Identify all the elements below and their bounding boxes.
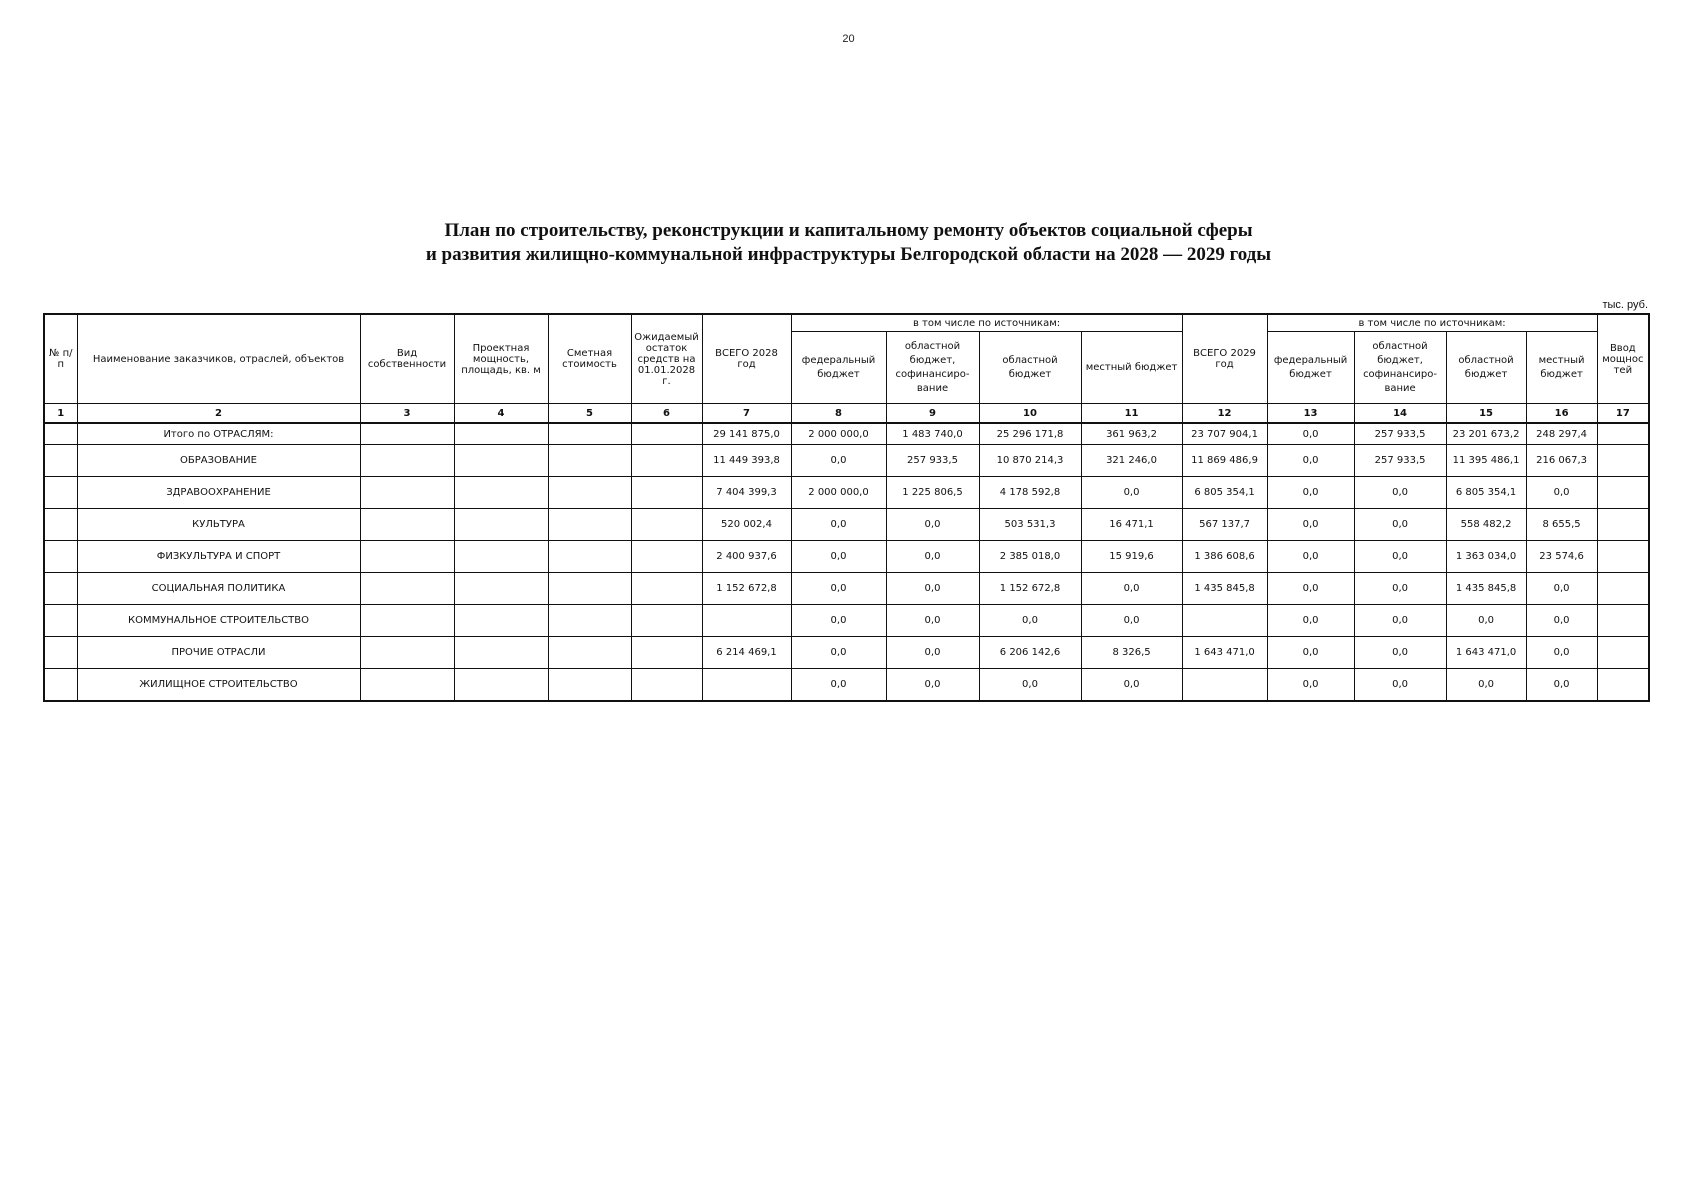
page-number: 20 bbox=[842, 33, 855, 45]
header-federal-2028: федеральный бюджет bbox=[791, 332, 886, 404]
commissioning-cell bbox=[1597, 423, 1649, 445]
header-regional-2028: областной бюджет bbox=[979, 332, 1081, 404]
local-2028-cell: 15 919,6 bbox=[1081, 541, 1182, 573]
local-2028-cell: 321 246,0 bbox=[1081, 445, 1182, 477]
column-number: 12 bbox=[1182, 404, 1267, 424]
balance-cell bbox=[631, 445, 702, 477]
capacity-cell bbox=[454, 573, 548, 605]
table-row bbox=[44, 423, 1649, 445]
column-number: 13 bbox=[1267, 404, 1354, 424]
local-2029-cell: 0,0 bbox=[1526, 669, 1597, 702]
balance-cell bbox=[631, 637, 702, 669]
ownership-cell bbox=[360, 605, 454, 637]
federal-2029-cell: 0,0 bbox=[1267, 573, 1354, 605]
cofin-2029-cell: 0,0 bbox=[1354, 637, 1446, 669]
federal-2029-cell: 0,0 bbox=[1267, 541, 1354, 573]
federal-2028-cell: 0,0 bbox=[791, 509, 886, 541]
regional-2028-cell: 25 296 171,8 bbox=[979, 423, 1081, 445]
table-row bbox=[44, 445, 1649, 477]
cofin-2028-cell: 1 483 740,0 bbox=[886, 423, 979, 445]
row-name-cell: СОЦИАЛЬНАЯ ПОЛИТИКА bbox=[77, 573, 360, 605]
cofin-2028-cell: 0,0 bbox=[886, 509, 979, 541]
local-2028-cell: 0,0 bbox=[1081, 605, 1182, 637]
estimate-cell bbox=[548, 477, 631, 509]
federal-2028-cell: 0,0 bbox=[791, 541, 886, 573]
local-2029-cell: 0,0 bbox=[1526, 573, 1597, 605]
header-cofin-2028: областной бюджет, софинансиро-вание bbox=[886, 332, 979, 404]
title-line-1: План по строительству, реконструкции и капитальному ремонту объектов социальной сферы bbox=[444, 220, 1253, 241]
cofin-2029-cell: 257 933,5 bbox=[1354, 423, 1446, 445]
regional-2029-cell: 23 201 673,2 bbox=[1446, 423, 1526, 445]
federal-2029-cell: 0,0 bbox=[1267, 637, 1354, 669]
commissioning-cell bbox=[1597, 605, 1649, 637]
local-2028-cell: 0,0 bbox=[1081, 573, 1182, 605]
federal-2028-cell: 0,0 bbox=[791, 669, 886, 702]
row-number-cell bbox=[44, 477, 77, 509]
row-name-cell: ПРОЧИЕ ОТРАСЛИ bbox=[77, 637, 360, 669]
federal-2029-cell: 0,0 bbox=[1267, 509, 1354, 541]
estimate-cell bbox=[548, 445, 631, 477]
header-sources-2029: в том числе по источникам: bbox=[1267, 314, 1597, 332]
header-local-2028: местный бюджет bbox=[1081, 332, 1182, 404]
total-2029-cell: 6 805 354,1 bbox=[1182, 477, 1267, 509]
header-balance: Ожидаемый остаток средств на 01.01.2028 г. bbox=[631, 314, 702, 404]
estimate-cell bbox=[548, 509, 631, 541]
total-2029-cell: 567 137,7 bbox=[1182, 509, 1267, 541]
regional-2028-cell: 4 178 592,8 bbox=[979, 477, 1081, 509]
header-total-2029: ВСЕГО 2029 год bbox=[1182, 314, 1267, 404]
balance-cell bbox=[631, 541, 702, 573]
cofin-2029-cell: 0,0 bbox=[1354, 573, 1446, 605]
row-name-cell: ФИЗКУЛЬТУРА И СПОРТ bbox=[77, 541, 360, 573]
estimate-cell bbox=[548, 637, 631, 669]
federal-2029-cell: 0,0 bbox=[1267, 477, 1354, 509]
column-number: 1 bbox=[44, 404, 77, 424]
table-row bbox=[44, 605, 1649, 637]
table-row bbox=[44, 477, 1649, 509]
regional-2029-cell: 6 805 354,1 bbox=[1446, 477, 1526, 509]
row-name-cell: Итого по ОТРАСЛЯМ: bbox=[77, 423, 360, 445]
regional-2028-cell: 6 206 142,6 bbox=[979, 637, 1081, 669]
federal-2028-cell: 2 000 000,0 bbox=[791, 477, 886, 509]
table-row bbox=[44, 509, 1649, 541]
regional-2028-cell: 10 870 214,3 bbox=[979, 445, 1081, 477]
column-number: 9 bbox=[886, 404, 979, 424]
row-name-cell: ЖИЛИЩНОЕ СТРОИТЕЛЬСТВО bbox=[77, 669, 360, 702]
cofin-2029-cell: 0,0 bbox=[1354, 541, 1446, 573]
header-capacity: Проектная мощность, площадь, кв. м bbox=[454, 314, 548, 404]
cofin-2028-cell: 0,0 bbox=[886, 669, 979, 702]
total-2028-cell: 2 400 937,6 bbox=[702, 541, 791, 573]
total-2028-cell: 11 449 393,8 bbox=[702, 445, 791, 477]
column-number: 15 bbox=[1446, 404, 1526, 424]
local-2029-cell: 8 655,5 bbox=[1526, 509, 1597, 541]
column-number: 16 bbox=[1526, 404, 1597, 424]
column-number: 8 bbox=[791, 404, 886, 424]
table-row bbox=[44, 541, 1649, 573]
cofin-2029-cell: 257 933,5 bbox=[1354, 445, 1446, 477]
total-2029-cell: 11 869 486,9 bbox=[1182, 445, 1267, 477]
commissioning-cell bbox=[1597, 445, 1649, 477]
total-2029-cell: 1 386 608,6 bbox=[1182, 541, 1267, 573]
column-number: 14 bbox=[1354, 404, 1446, 424]
total-2029-cell bbox=[1182, 669, 1267, 702]
local-2028-cell: 8 326,5 bbox=[1081, 637, 1182, 669]
total-2029-cell: 1 435 845,8 bbox=[1182, 573, 1267, 605]
balance-cell bbox=[631, 423, 702, 445]
header-sources-2028: в том числе по источникам: bbox=[791, 314, 1182, 332]
row-number-cell bbox=[44, 509, 77, 541]
local-2029-cell: 248 297,4 bbox=[1526, 423, 1597, 445]
table-row bbox=[44, 637, 1649, 669]
data-rows bbox=[44, 423, 1649, 701]
commissioning-cell bbox=[1597, 669, 1649, 702]
estimate-cell bbox=[548, 605, 631, 637]
federal-2028-cell: 2 000 000,0 bbox=[791, 423, 886, 445]
table-row bbox=[44, 573, 1649, 605]
cofin-2029-cell: 0,0 bbox=[1354, 669, 1446, 702]
column-number: 3 bbox=[360, 404, 454, 424]
header-cofin-2029: областной бюджет, софинансиро-вание bbox=[1354, 332, 1446, 404]
capacity-cell bbox=[454, 541, 548, 573]
row-number-cell bbox=[44, 637, 77, 669]
regional-2029-cell: 0,0 bbox=[1446, 669, 1526, 702]
ownership-cell bbox=[360, 445, 454, 477]
row-name-cell: ОБРАЗОВАНИЕ bbox=[77, 445, 360, 477]
total-2028-cell: 7 404 399,3 bbox=[702, 477, 791, 509]
header-name: Наименование заказчиков, отраслей, объектов bbox=[77, 314, 360, 404]
plan-table bbox=[43, 313, 1650, 702]
title-line-2: и развития жилищно-коммунальной инфраструктуры Белгородской области на 2028 — 2029 годы bbox=[425, 244, 1272, 265]
total-2028-cell bbox=[702, 669, 791, 702]
units-label: тыс. руб. bbox=[1602, 299, 1648, 311]
cofin-2029-cell: 0,0 bbox=[1354, 477, 1446, 509]
row-name-cell: ЗДРАВООХРАНЕНИЕ bbox=[77, 477, 360, 509]
total-2028-cell: 6 214 469,1 bbox=[702, 637, 791, 669]
cofin-2028-cell: 0,0 bbox=[886, 573, 979, 605]
regional-2029-cell: 1 643 471,0 bbox=[1446, 637, 1526, 669]
federal-2028-cell: 0,0 bbox=[791, 445, 886, 477]
federal-2029-cell: 0,0 bbox=[1267, 423, 1354, 445]
estimate-cell bbox=[548, 423, 631, 445]
header-federal-2029: федеральный бюджет bbox=[1267, 332, 1354, 404]
column-number: 2 bbox=[77, 404, 360, 424]
regional-2029-cell: 558 482,2 bbox=[1446, 509, 1526, 541]
commissioning-cell bbox=[1597, 573, 1649, 605]
cofin-2028-cell: 0,0 bbox=[886, 605, 979, 637]
capacity-cell bbox=[454, 477, 548, 509]
total-2028-cell bbox=[702, 605, 791, 637]
column-number: 11 bbox=[1081, 404, 1182, 424]
balance-cell bbox=[631, 509, 702, 541]
capacity-cell bbox=[454, 509, 548, 541]
row-number-cell bbox=[44, 669, 77, 702]
ownership-cell bbox=[360, 669, 454, 702]
local-2029-cell: 23 574,6 bbox=[1526, 541, 1597, 573]
local-2028-cell: 0,0 bbox=[1081, 477, 1182, 509]
cofin-2028-cell: 0,0 bbox=[886, 541, 979, 573]
regional-2028-cell: 0,0 bbox=[979, 669, 1081, 702]
balance-cell bbox=[631, 573, 702, 605]
cofin-2029-cell: 0,0 bbox=[1354, 605, 1446, 637]
column-number: 5 bbox=[548, 404, 631, 424]
commissioning-cell bbox=[1597, 541, 1649, 573]
local-2029-cell: 216 067,3 bbox=[1526, 445, 1597, 477]
federal-2029-cell: 0,0 bbox=[1267, 605, 1354, 637]
ownership-cell bbox=[360, 509, 454, 541]
header-estimate: Сметная стоимость bbox=[548, 314, 631, 404]
header-ownership: Вид собственности bbox=[360, 314, 454, 404]
balance-cell bbox=[631, 669, 702, 702]
table-row bbox=[44, 669, 1649, 702]
ownership-cell bbox=[360, 637, 454, 669]
federal-2028-cell: 0,0 bbox=[791, 605, 886, 637]
ownership-cell bbox=[360, 541, 454, 573]
regional-2029-cell: 0,0 bbox=[1446, 605, 1526, 637]
column-number: 10 bbox=[979, 404, 1081, 424]
local-2028-cell: 16 471,1 bbox=[1081, 509, 1182, 541]
column-number: 4 bbox=[454, 404, 548, 424]
capacity-cell bbox=[454, 669, 548, 702]
row-number-cell bbox=[44, 445, 77, 477]
ownership-cell bbox=[360, 573, 454, 605]
row-name-cell: КОММУНАЛЬНОЕ СТРОИТЕЛЬСТВО bbox=[77, 605, 360, 637]
column-number: 6 bbox=[631, 404, 702, 424]
cofin-2028-cell: 0,0 bbox=[886, 637, 979, 669]
regional-2028-cell: 503 531,3 bbox=[979, 509, 1081, 541]
federal-2029-cell: 0,0 bbox=[1267, 669, 1354, 702]
total-2028-cell: 520 002,4 bbox=[702, 509, 791, 541]
capacity-cell bbox=[454, 605, 548, 637]
total-2029-cell: 1 643 471,0 bbox=[1182, 637, 1267, 669]
regional-2028-cell: 2 385 018,0 bbox=[979, 541, 1081, 573]
commissioning-cell bbox=[1597, 477, 1649, 509]
total-2028-cell: 29 141 875,0 bbox=[702, 423, 791, 445]
commissioning-cell bbox=[1597, 509, 1649, 541]
total-2029-cell: 23 707 904,1 bbox=[1182, 423, 1267, 445]
local-2028-cell: 361 963,2 bbox=[1081, 423, 1182, 445]
federal-2029-cell: 0,0 bbox=[1267, 445, 1354, 477]
regional-2028-cell: 1 152 672,8 bbox=[979, 573, 1081, 605]
estimate-cell bbox=[548, 669, 631, 702]
federal-2028-cell: 0,0 bbox=[791, 573, 886, 605]
row-number-cell bbox=[44, 423, 77, 445]
total-2029-cell bbox=[1182, 605, 1267, 637]
balance-cell bbox=[631, 477, 702, 509]
ownership-cell bbox=[360, 477, 454, 509]
cofin-2029-cell: 0,0 bbox=[1354, 509, 1446, 541]
column-number: 17 bbox=[1597, 404, 1649, 424]
estimate-cell bbox=[548, 573, 631, 605]
row-number-cell bbox=[44, 605, 77, 637]
total-2028-cell: 1 152 672,8 bbox=[702, 573, 791, 605]
row-number-cell bbox=[44, 573, 77, 605]
column-numbers-row bbox=[44, 404, 1649, 424]
regional-2029-cell: 1 435 845,8 bbox=[1446, 573, 1526, 605]
regional-2028-cell: 0,0 bbox=[979, 605, 1081, 637]
capacity-cell bbox=[454, 445, 548, 477]
regional-2029-cell: 11 395 486,1 bbox=[1446, 445, 1526, 477]
ownership-cell bbox=[360, 423, 454, 445]
commissioning-cell bbox=[1597, 637, 1649, 669]
cofin-2028-cell: 1 225 806,5 bbox=[886, 477, 979, 509]
row-number-cell bbox=[44, 541, 77, 573]
estimate-cell bbox=[548, 541, 631, 573]
column-number: 7 bbox=[702, 404, 791, 424]
header-local-2029: местный бюджет bbox=[1526, 332, 1597, 404]
local-2029-cell: 0,0 bbox=[1526, 605, 1597, 637]
capacity-cell bbox=[454, 637, 548, 669]
local-2029-cell: 0,0 bbox=[1526, 477, 1597, 509]
regional-2029-cell: 1 363 034,0 bbox=[1446, 541, 1526, 573]
local-2028-cell: 0,0 bbox=[1081, 669, 1182, 702]
header-total-2028: ВСЕГО 2028 год bbox=[702, 314, 791, 404]
federal-2028-cell: 0,0 bbox=[791, 637, 886, 669]
document-title bbox=[0, 219, 1697, 267]
balance-cell bbox=[631, 605, 702, 637]
capacity-cell bbox=[454, 423, 548, 445]
header-num: № п/п bbox=[44, 314, 77, 404]
header-commissioning: Ввод мощностей bbox=[1597, 314, 1649, 404]
row-name-cell: КУЛЬТУРА bbox=[77, 509, 360, 541]
cofin-2028-cell: 257 933,5 bbox=[886, 445, 979, 477]
header-regional-2029: областной бюджет bbox=[1446, 332, 1526, 404]
local-2029-cell: 0,0 bbox=[1526, 637, 1597, 669]
